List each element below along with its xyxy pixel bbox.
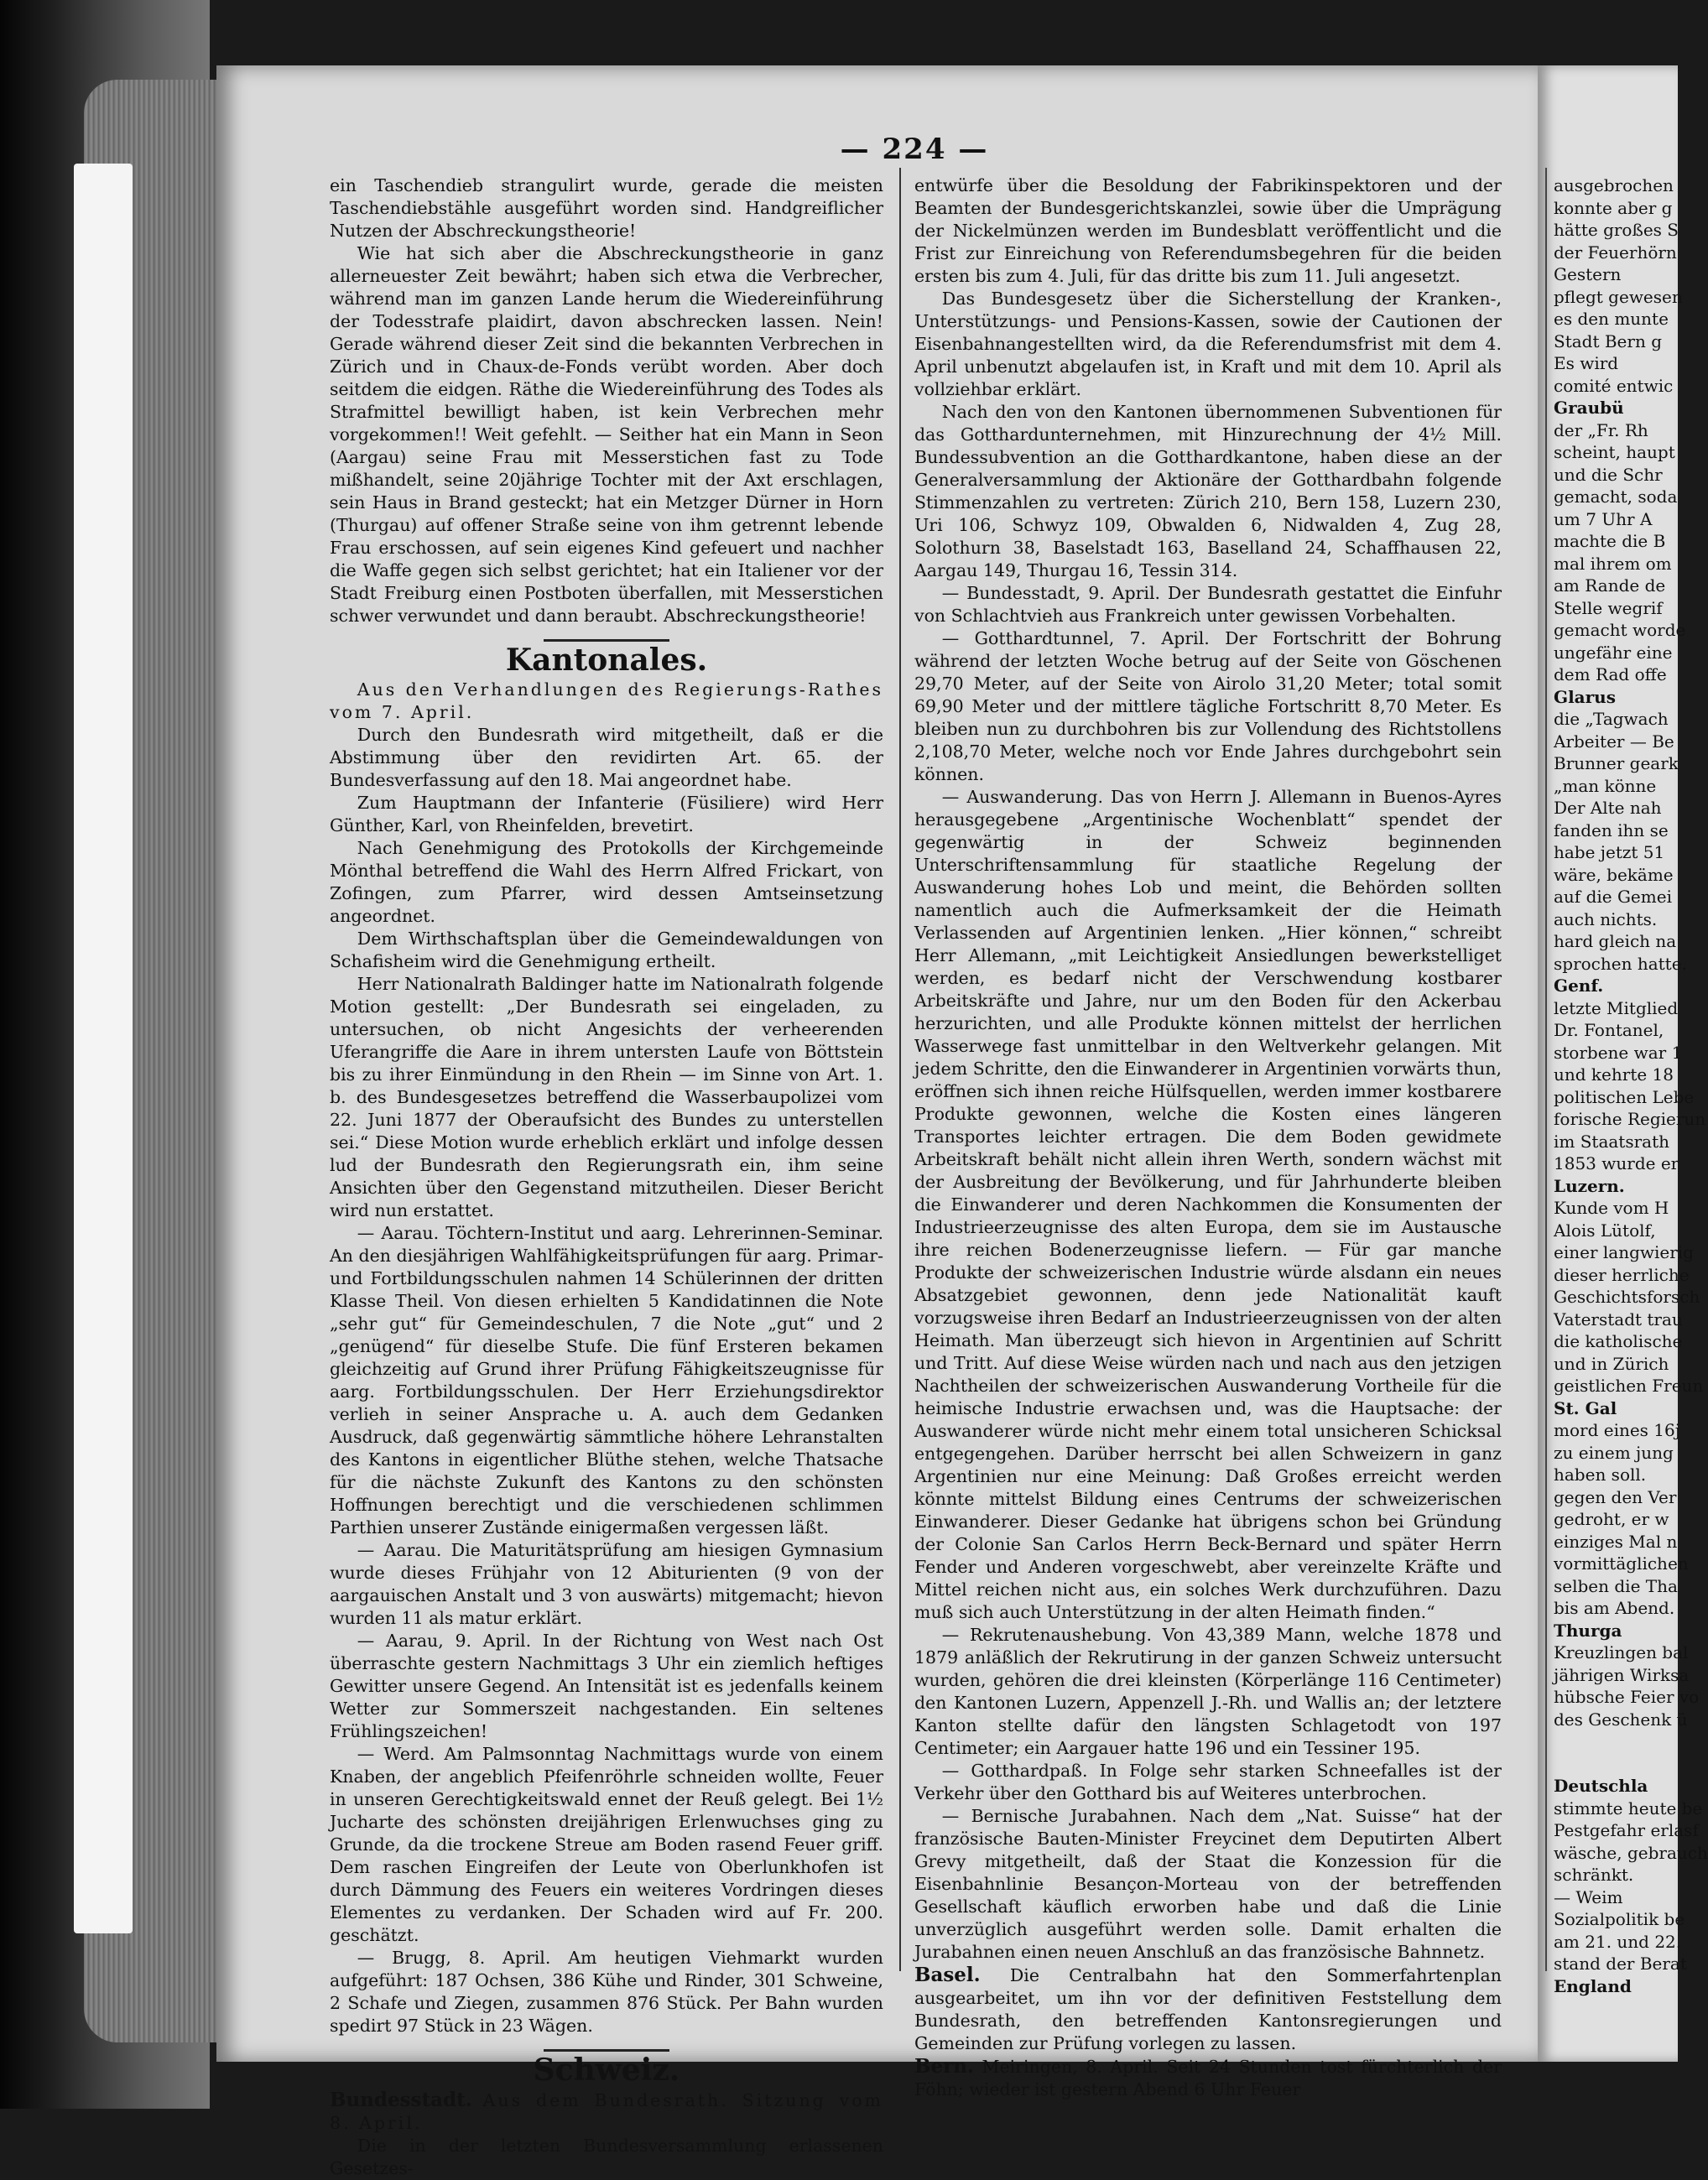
page-number: — 224 — <box>840 133 989 166</box>
text-line: selben die Tha <box>1554 1575 1678 1596</box>
text-line: schränkt. <box>1554 1865 1634 1885</box>
text-line: stand der Berat <box>1554 1954 1687 1974</box>
paragraph: Nach den von den Kantonen übernommenen Subventionen für das Gotthardunternehmen, mit Hinzurechnung der 4½ Mill. Bundessubvention an die Gotthardkantone, haben diese an der Generalversammlung der Aktionäre der Gotthardbahn folgende Stimmenzahlen zu vertreten: Zürich 210, Bern 158, Luzern 230, Uri 106, Schwyz 109, Obwalden 6, Nidwalden 4, Zug 28, Solothurn 38, Baselstadt 163, Baselland 24, Schaffhausen 22, Aargau 149, Thurgau 16, Tessin 314. <box>914 402 1502 580</box>
text-line: Stelle wegrif <box>1554 597 1663 618</box>
text-line: wäsche, gebrauch <box>1554 1842 1708 1863</box>
text-line: hard gleich na <box>1554 931 1677 951</box>
text-line: „man könne <box>1554 775 1657 796</box>
dateline: Bern. <box>914 2055 974 2078</box>
text-line: die „Tagwach <box>1554 709 1669 729</box>
text-line: am Rande de <box>1554 575 1666 596</box>
text-line: scheint, haupt <box>1554 442 1675 462</box>
text-line: pflegt gewesen <box>1554 286 1683 307</box>
dateline: Basel. <box>914 1964 981 1986</box>
text-line: fanden ihn se <box>1554 819 1669 840</box>
text-line: hätte großes S <box>1554 220 1679 240</box>
paragraph: entwürfe über die Besoldung der Fabrikinspektoren und der Beamten der Bundesgerichtskanzlei, sowie über die Umprägung der Nickelmünzen werden im Bundesblatt veröffentlicht und die Frist zur Einreichung von Referendumsbegehren für die beiden ersten bis zum 4. Juli, für das dritte bis zum 11. Juli angesetzt. <box>914 175 1502 286</box>
text-line: bis am Abend. <box>1554 1598 1675 1618</box>
text-line: hübsche Feier vo <box>1554 1687 1700 1707</box>
paragraph: — Gotthardpaß. In Folge sehr starken Schneefalles ist der Verkehr über den Gotthard bis auf Weiteres unterbrochen. <box>914 1761 1502 1803</box>
text-line: St. Gal <box>1554 1397 1617 1418</box>
text-line: zu einem jung <box>1554 1442 1674 1463</box>
text-line: Arbeiter — Be <box>1554 731 1674 752</box>
text-line: comité entwic <box>1554 375 1674 396</box>
text-line: haben soll. <box>1554 1465 1647 1485</box>
text-line: storbene war 1 <box>1554 1042 1683 1063</box>
paragraph: Dem Wirthschaftsplan über die Gemeindewaldungen von Schafisheim wird die Genehmigung ertheilt. <box>330 929 883 971</box>
text-line: einziges Mal n <box>1554 1531 1678 1552</box>
paragraph: — Werd. Am Palmsonntag Nachmittags wurde von einem Knaben, der angeblich Pfeifenröhrle schneiden wollte, Feuer in unseren Gerechtigkeitswald ennet der Reuß gelegt. Bei 1½ Jucharte des schönsten dreijährigen Erlenwuchses ging zu Grunde, da die trockene Streue am Boden rasend Feuer griff. Dem raschen Eingreifen der Leute von Oberlunkhofen ist durch Dämmung des Feuers ein weiteres Vordringen dieses Elementes zu verdanken. Der Schaden wird auf Fr. 200. geschätzt. <box>330 1744 883 1945</box>
text-line: mord eines 16j <box>1554 1420 1680 1440</box>
text-line: Kreuzlingen bal <box>1554 1642 1689 1662</box>
paragraph: Meiringen, 8. April. Seit 24 Stunden tost fürchterlich der Föhn; wieder ist gestern Abend 6 Uhr Feuer <box>914 2057 1502 2099</box>
text-line: Geschichtsforsch <box>1554 1287 1700 1307</box>
paragraph: — Gotthardtunnel, 7. April. Der Fortschritt der Bohrung während der letzten Woche betrug auf der Seite von Göschenen 29,70 Meter, auf der Seite von Airolo 31,20 Meter; total somit 69,90 Meter und der mittlere tägliche Fortschritt 8,70 Meter. Es bleiben nun zu durchbohren bis zur Vollendung des Richtstollens 2,108,70 Meter, welche noch vor Ende Jahres durchgebohrt sein können. <box>914 628 1502 784</box>
text-line: Gestern <box>1554 264 1622 284</box>
middle-column <box>914 174 1502 2101</box>
text-line: politischen Lebe <box>1554 1086 1695 1107</box>
text-line: konnte aber g <box>1554 197 1673 218</box>
paragraph: ein Taschendieb strangulirt wurde, gerade die meisten Taschendiebstähle ausgeführt worden sind. Handgreiflicher Nutzen der Abschreckungstheorie! <box>330 175 883 241</box>
text-line: im Staatsrath <box>1554 1131 1670 1152</box>
text-line: Graubü <box>1554 398 1624 418</box>
text-line: Brunner geark <box>1554 753 1679 773</box>
text-line: und kehrte 18 <box>1554 1064 1674 1085</box>
paragraph: Das Bundesgesetz über die Sicherstellung der Kranken-, Unterstützungs- und Pensions-Kassen, sowie der Cautionen der Eisenbahnangestellten wird, da die Referendumsfrist mit dem 4. April unbenutzt abgelaufen ist, in Kraft und mit dem 10. April als vollziehbar erklärt. <box>914 289 1502 399</box>
paragraph: Aus dem Bundesrath. Sitzung vom 8. April. <box>330 2090 883 2133</box>
paragraph: Durch den Bundesrath wird mitgetheilt, daß er die Abstimmung über den revidirten Art. 65. der Bundesverfassung auf den 18. Mai angeordnet habe. <box>330 725 883 790</box>
text-line: Kunde vom H <box>1554 1198 1669 1218</box>
text-line: und die Schr <box>1554 464 1663 485</box>
paragraph: — Aarau. Töchtern-Institut und aarg. Lehrerinnen-Seminar. An den diesjährigen Wahlfähigkeitsprüfungen für aarg. Primar- und Fortbildungsschulen nahmen 14 Schülerinnen der dritten Klasse Theil. Von diesen erhielten 5 Kandidatinnen die Note „sehr gut“ für Gemeindeschulen, 7 die Note „gut“ und 2 „genügend“ für dieselbe Stufe. Die fünf Ersteren bekamen gleichzeitig auf Grund ihrer Prüfung Fähigkeitszeugnisse für aarg. Fortbildungsschulen. Der Herr Erziehungsdirektor verlieh in seiner Ansprache u. A. auch dem Gedanken Ausdruck, daß gegenwärtig sämmtliche höhere Lehranstalten des Kantons in eigentlicher Blüthe stehen, welche Thatsache für die nächste Zukunft des Kantons zu den schönsten Hoffnungen berechtigt und die verschiedenen schlimmen Parthien unserer Zustände einigermaßen vergessen läßt. <box>330 1223 883 1537</box>
paragraph: — Bernische Jurabahnen. Nach dem „Nat. Suisse“ hat der französische Bauten-Minister Freycinet dem Deputirten Albert Grevy mitgetheilt, daß der Staat die Konzession für die Eisenbahnlinie Besançon-Morteau von der betreffenden Gesellschaft käuflich erworben habe und daß die Linie unverzüglich ausgeführt werden solle. Damit erhalten die Jurabahnen einen neuen Anschluß an das französische Bahnnetz. <box>914 1806 1502 1962</box>
text-line: die katholische <box>1554 1331 1683 1351</box>
text-line <box>1554 1730 1679 1753</box>
text-line: Vaterstadt trau <box>1554 1309 1683 1329</box>
text-line: Der Alte nah <box>1554 798 1662 818</box>
text-line: machte die B <box>1554 531 1666 551</box>
paragraph: Die in der letzten Bundesversammlung erlassenen Gesetzes- <box>330 2136 883 2178</box>
text-line: jährigen Wirksa <box>1554 1664 1690 1685</box>
text-line: wäre, bekäme <box>1554 864 1674 885</box>
paragraph: — Aarau, 9. April. In der Richtung von West nach Ost überraschte gestern Nachmittags 3 Uhr ein ziemlich heftiges Gewitter unsere Gegend. An Intensität ist es jedenfalls keinem Wetter zur Sommerszeit nachgestanden. Ein seltenes Frühlingszeichen! <box>330 1631 883 1741</box>
text-line: ungefähr eine <box>1554 642 1673 663</box>
text-line: ausgebrochen <box>1554 175 1674 195</box>
paragraph: — Aarau. Die Maturitätsprüfung am hiesigen Gymnasium wurde dieses Frühjahr von 12 Abiturienten (9 von der aargauischen Anstalt und 3 von auswärts) mitgemacht; hievon wurden 11 als matur erklärt. <box>330 1540 883 1628</box>
text-line: Luzern. <box>1554 1175 1625 1196</box>
paragraph: — Rekrutenaushebung. Von 43,389 Mann, welche 1878 und 1879 anläßlich der Rekrutirung in der ganzen Schweiz untersucht wurden, gehören die drei kleinsten (Körperlänge 116 Centimeter) den Kantonen Luzern, Appenzell J.-Rh. und Wallis an; der letztere Kanton stellte dafür den längsten Schlagetodt von 197 Centimeter; ein Aargauer hatte 196 und ein Tessiner 195. <box>914 1625 1502 1758</box>
paragraph: Die Centralbahn hat den Sommerfahrtenplan ausgearbeitet, um ihn vor der definitiven Feststellung dem Bundesrath, den betreffenden Kantonsregierungen und Gemeinden zur Prüfung vorlegen zu lassen. <box>914 1965 1502 2053</box>
text-line: Alois Lütolf, <box>1554 1220 1656 1241</box>
paragraph: Zum Hauptmann der Infanterie (Füsiliere) wird Herr Günther, Karl, von Rheinfelden, brevetirt. <box>330 793 883 835</box>
text-line: gegen den Ver <box>1554 1486 1677 1507</box>
text-line: Deutschla <box>1554 1776 1648 1796</box>
text-line: dem Rad offe <box>1554 664 1667 684</box>
section-title-kantonales: Kantonales. <box>505 643 708 678</box>
paragraph: — Brugg, 8. April. Am heutigen Viehmarkt wurden aufgeführt: 187 Ochsen, 386 Kühe und Rinder, 301 Schweine, 2 Schafe und Ziegen, zusammen 876 Stück. Per Bahn wurden spedirt 97 Stück in 23 Wägen. <box>330 1948 883 2036</box>
text-line: geistlichen Freun <box>1554 1376 1704 1396</box>
paragraph: — Auswanderung. Das von Herrn J. Allemann in Buenos-Ayres herausgegebene „Argentinische Wochenblatt“ spendet der gegenwärtig in der Schweiz beginnenden Unterschriftensammlung für staatliche Regelung der Auswanderung hohes Lob und meint, die Behörden sollten namentlich auch die Aufmerksamkeit der die Heimath Verlassenden auf Argentinien lenken. „Hier können,“ schreibt Herr Allemann, „mit Leichtigkeit Ansiedlungen bewerkstelliget werden, es bedarf nicht der Verschwendung kostbarer Arbeitskräfte und Jahre, nur um den Boden für den Ackerbau herzurichten, und alle Produkte können mittelst der herrlichen Wasserwege fast unmittelbar in den Weltverkehr gelangen. Mit jedem Schritte, den die Einwanderer in Argentinien vorwärts thun, eröffnen sich ihnen reiche Hülfsquellen, werden immer kostbarere Produkte gewonnen, welche die Kosten eines längeren Transportes leichter ertragen. Die dem Boden gewidmete Arbeitskraft behält nicht allein ihren Werth, sondern wächst mit der Ausbreitung der Bevölkerung, und für Jahrhunderte bleiben die Einwanderer und deren Nachkommen die Konsumenten der Industrieerzeugnisse des alten Europa, dem sie im Austausche ihre reichen Bodenerzeugnisse liefern. — Für gar manche Produkte der schweizerischen Industrie würde alsdann ein neues Absatzgebiet gewonnen, denn jede Nationalität kauft vorzugsweise ihren Bedarf an Industrieerzeugnissen von der alten Heimath. Man überzeugt sich hievon in Argentinien auf Schritt und Tritt. Auf diese Weise würden nach und nach aus den jetzigen Nachtheilen der schweizerischen Auswanderung Vortheile für die heimische Industrie erwachsen und, was die Hauptsache: der Auswanderer würde nicht mehr einem total unsicheren Schicksal entgegengehen. Darüber herrscht bei allen Schweizern in ganz Argentinien nur eine Meinung: Daß Großes erreicht werden könnte mittelst Bildung eines Centrums der schweizerischen Einwanderer. Dieser Gedanke hat übrigens schon bei Gründung der Colonie San Carlos Herrn Beck-Bernard und später Herrn Fender und Anderen vorgeschwebt, aber vereinzelte Kräfte und Mittel reichen nicht aus, ein solches Werk durchzuführen. Dazu muß sich auch Unterstützung in der alten Heimath finden.“ <box>914 787 1502 1622</box>
text-line: am 21. und 22. <box>1554 1931 1682 1952</box>
text-line: dieser herrliche <box>1554 1264 1690 1285</box>
column-rule <box>899 168 901 1971</box>
text-line: um 7 Uhr A <box>1554 508 1653 529</box>
text-line: England <box>1554 1975 1632 1996</box>
text-line: mal ihrem om <box>1554 553 1672 574</box>
text-line: Es wird <box>1554 353 1619 373</box>
text-line: gemacht, soda <box>1554 486 1678 507</box>
text-line: einer langwierig <box>1554 1242 1694 1262</box>
text-line: 1853 wurde er <box>1554 1153 1679 1173</box>
text-line: habe jetzt 51 <box>1554 842 1665 862</box>
text-line: der „Fr. Rh <box>1554 419 1648 440</box>
dateline: Bundesstadt. <box>330 2089 472 2111</box>
text-line: Glarus <box>1554 686 1616 707</box>
text-line: auch nichts. <box>1554 908 1658 929</box>
section-title-schweiz: Schweiz. <box>533 2053 680 2088</box>
text-line: und in Zürich <box>1554 1353 1669 1374</box>
left-column <box>330 174 883 2180</box>
text-line: gemacht worde <box>1554 620 1686 640</box>
paragraph: Nach Genehmigung des Protokolls der Kirchgemeinde Mönthal betreffend die Wahl des Herrn Alfred Frickart, von Zofingen, zum Pfarrer, wird dessen Amtseinsetzung angeordnet. <box>330 838 883 926</box>
text-line: Stadt Bern g <box>1554 330 1662 351</box>
text-line: stimmte heute be <box>1554 1798 1703 1818</box>
text-line: der Feuerhörn <box>1554 242 1677 263</box>
text-line: Dr. Fontanel, <box>1554 1020 1664 1040</box>
text-line: Genf. <box>1554 976 1604 996</box>
text-line: — Weim <box>1554 1886 1623 1907</box>
text-line: gedroht, er w <box>1554 1509 1669 1529</box>
text-line: Pestgefahr erlasf <box>1554 1820 1699 1840</box>
text-line: Sozialpolitik be <box>1554 1909 1685 1929</box>
column-rule <box>1545 168 1547 1971</box>
text-line: des Geschenk ü <box>1554 1709 1688 1730</box>
text-line: auf die Gemei <box>1554 887 1672 907</box>
paragraph: Herr Nationalrath Baldinger hatte im Nationalrath folgende Motion gestellt: „Der Bundesrath sei eingeladen, zu untersuchen, ob nicht Angesichts der verheerenden Uferangriffe die Aare in ihrem untersten Laufe von Böttstein bis zu ihrer Einmündung in den Rhein — im Sinne von Art. 1. b. des Bundesgesetzes betreffend die Wasserbaupolizei vom 22. Juni 1877 der Oberaufsicht des Bundes zu unterstellen sei.“ Diese Motion wurde erheblich erklärt und infolge dessen lud der Bundesrath den Regierungsrath ein, ihm seine Ansichten über den Gegenstand mitzutheilen. Dieser Bericht wird nun erstattet. <box>330 974 883 1220</box>
text-line: forische Regierun <box>1554 1109 1706 1129</box>
text-line: letzte Mitglied <box>1554 997 1679 1018</box>
right-column <box>1554 174 1708 1997</box>
text-line: Thurga <box>1554 1620 1622 1641</box>
text-line <box>1554 1753 1679 1776</box>
paper-marker <box>74 164 133 1933</box>
paragraph: Aus den Verhandlungen des Regierungs-Rathes vom 7. April. <box>330 679 883 722</box>
text-line: vormittäglichen <box>1554 1553 1689 1574</box>
paragraph: — Bundesstadt, 9. April. Der Bundesrath gestattet die Einfuhr von Schlachtvieh aus Frankreich unter gewissen Vorbehalten. <box>914 583 1502 626</box>
text-line: es den munte <box>1554 309 1669 329</box>
text-line: sprochen hatte. <box>1554 953 1687 974</box>
paragraph: Wie hat sich aber die Abschreckungstheorie in ganz allerneuester Zeit bewährt; haben sich etwa die Verbrecher, während man im ganzen Lande herum die Wiedereinführung der Todesstrafe plaidirt, davon abschrecken lassen. Nein! Gerade während dieser Zeit sind die bekannten Verbrechen in Zürich und in Chaux-de-Fonds verübt worden. Aber doch seitdem die eidgen. Räthe die Wiedereinführung des Todes als Strafmittel bewilligt haben, ist kein Verbrechen mehr vorgekommen!! Weit gefehlt. — Seither hat ein Mann in Seon (Aargau) seine Frau mit Messerstichen fast zu Tode mißhandelt, seine 20jährige Tochter mit der Axt erschlagen, sein Haus in Brand gesteckt; hat ein Metzger Dürner in Horn (Thurgau) auf offener Straße seine von ihm getrennt lebende Frau erschossen, auf sein eigenes Kind gefeuert und nachher die Waffe gegen sich selbst gerichtet; hat ein Italiener vor der Stadt Freiburg einen Postboten überfallen, mit Messerstichen schwer verwundet und dann beraubt. Abschreckungstheorie! <box>330 243 883 626</box>
